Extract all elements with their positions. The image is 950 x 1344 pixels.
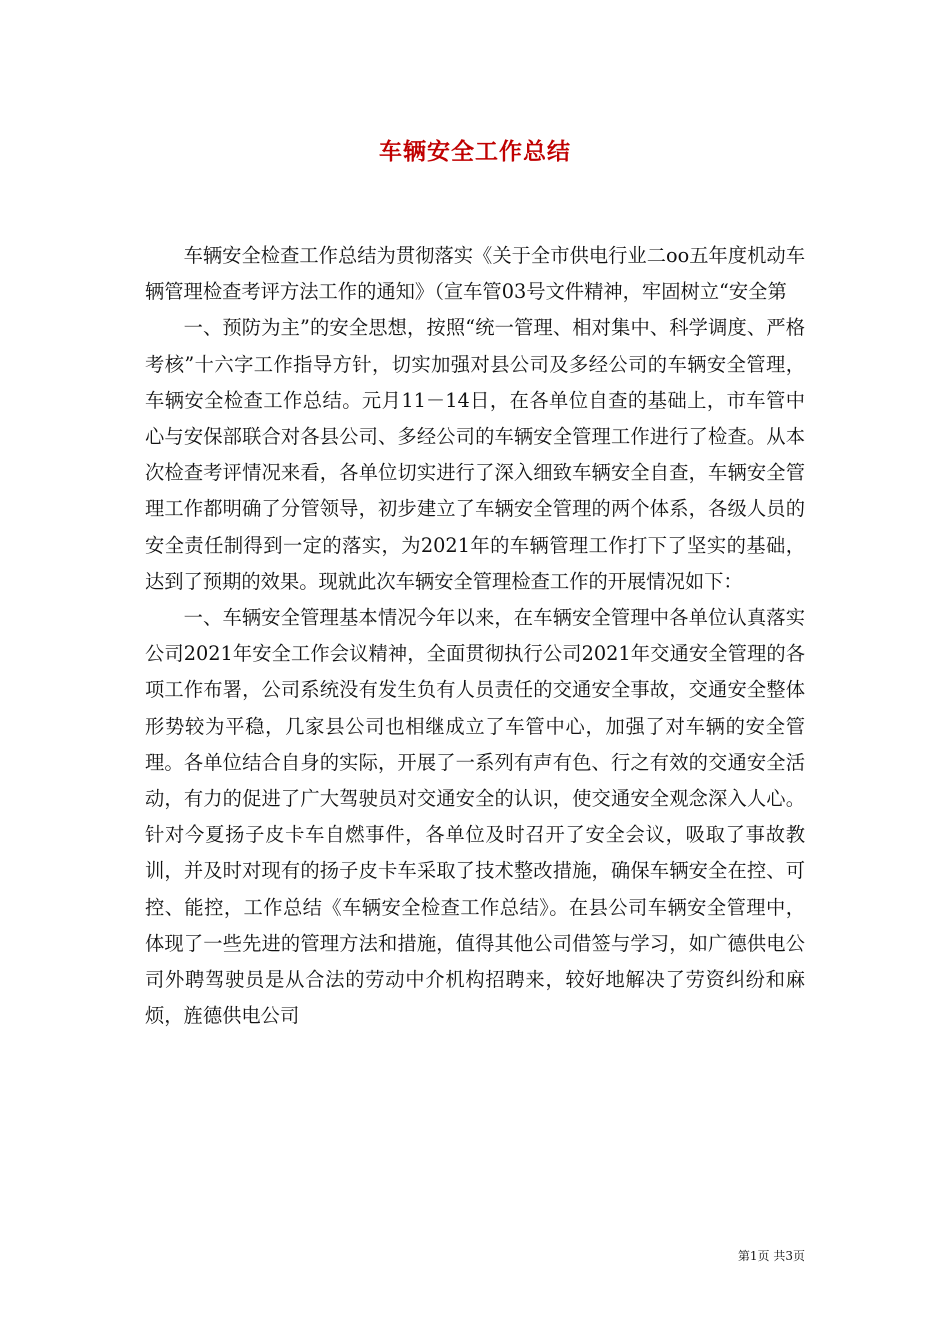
document-body xyxy=(145,238,805,1034)
page-number-footer xyxy=(738,1247,805,1264)
paragraph-3: 一、车辆安全管理基本情况今年以来，在车辆安全管理中各单位认真落实公司2021年安全工作会议精神，全面贯彻执行公司2021年交通安全管理的各项工作布署，公司系统没有发生负有人员责任的交通安全事故，交通安全整体形势较为平稳，几家县公司也相继成立了车管中心，加强了对车辆的安全管理。各单位结合自身的实际，开展了一系列有声有色、行之有效的交通安全活动，有力的促进了广大驾驶员对交通安全的认识，使交通安全观念深入人心。针对今夏扬子皮卡车自燃事件，各单位及时召开了安全会议，吸取了事故教训，并及时对现有的扬子皮卡车采取了技术整改措施，确保车辆安全在控、可控、能控，工作总结《车辆安全检查工作总结》。在县公司车辆安全管理中，体现了一些先进的管理方法和措施，值得其他公司借签与学习，如广德供电公司外聘驾驶员是从合法的劳动中介机构招聘来，较好地解决了劳资纠纷和麻烦，旌德供电公司 xyxy=(145,606,805,1028)
page-mid: 页 共 xyxy=(757,1249,786,1263)
document-title: 车辆安全工作总结 xyxy=(379,138,571,165)
page-prefix: 第 xyxy=(737,1249,750,1263)
page-suffix: 页 xyxy=(792,1249,805,1263)
paragraph-1: 车辆安全检查工作总结为贯彻落实《关于全市供电行业二oo五年度机动车辆管理检查考评方法工作的通知》（宣车管03号文件精神，牢固树立“安全第 xyxy=(145,244,805,304)
page-current: 1 xyxy=(749,1249,758,1263)
paragraph-2: 一、预防为主”的安全思想，按照“统一管理、相对集中、科学调度、严格考核”十六字工作指导方针，切实加强对县公司及多经公司的车辆安全管理，车辆安全检查工作总结。元月11－14日，在各单位自查的基础上，市车管中心与安保部联合对各县公司、多经公司的车辆安全管理工作进行了检查。从本次检查考评情况来看，各单位切实进行了深入细致车辆安全自查，车辆安全管理工作都明确了分管领导，初步建立了车辆安全管理的两个体系，各级人员的安全责任制得到一定的落实，为2021年的车辆管理工作打下了坚实的基础，达到了预期的效果。现就此次车辆安全管理检查工作的开展情况如下： xyxy=(145,316,805,593)
page-total: 3 xyxy=(785,1249,793,1263)
